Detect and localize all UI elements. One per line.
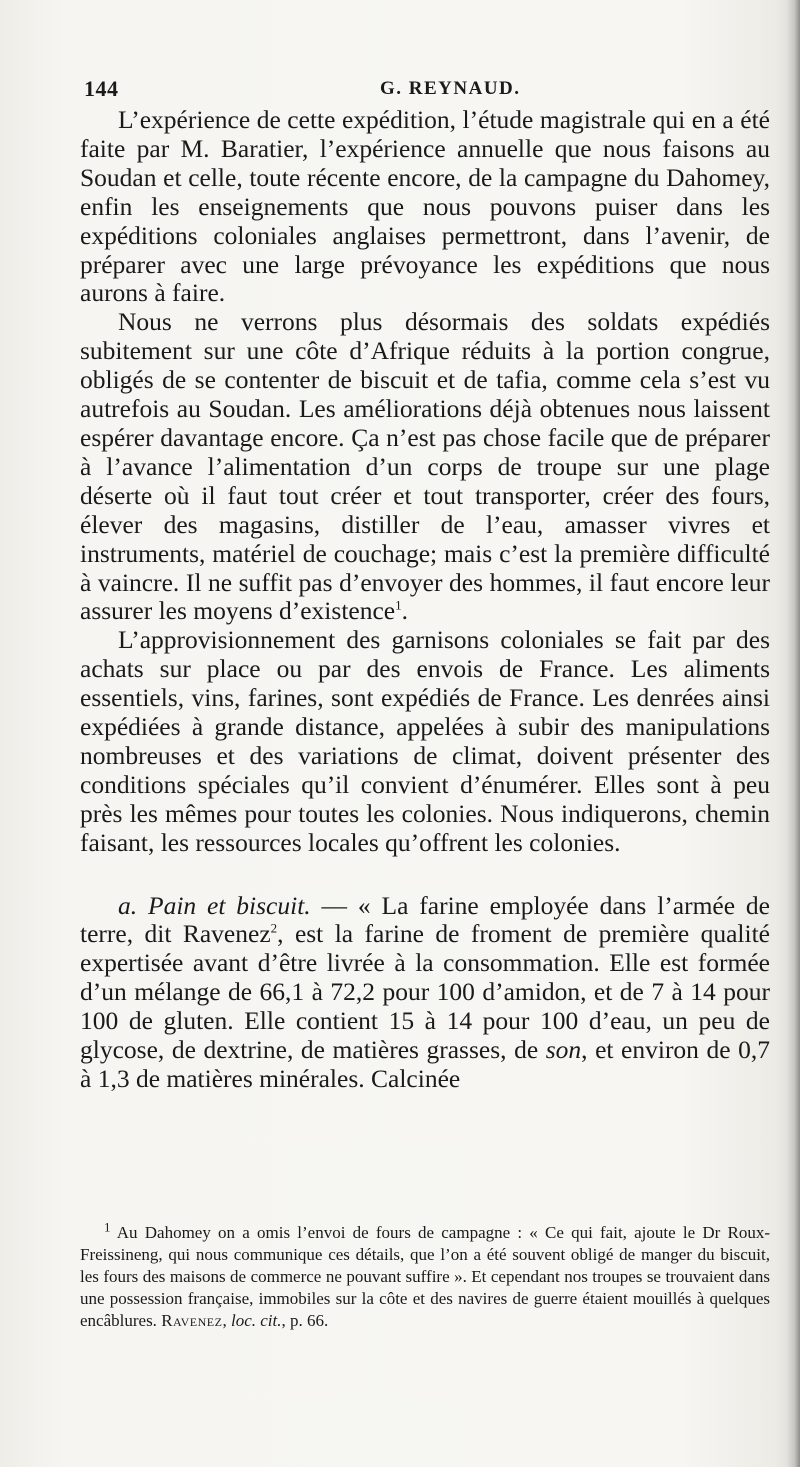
page-header: [84, 72, 784, 108]
footnote-author: Ravenez: [161, 1311, 223, 1330]
footnote-ref-2: 2: [270, 920, 278, 936]
footnote-1: $^1$ Au Dahomey on a omis l’envoi de fours de campagne : « Ce qui fait, ajoute le Dr Roux-Freissineng, qui nous communique ces détails, que l’on a été souvent obligé de manger du biscuit, les fours des maisons de commerce ne pouvant suffire ». Et cependant nos troupes se trouvaient dans une possession française, immobiles sur la côte et des navires de guerre étaient mouillés à quelques encâblures. Ravenez, loc. cit., p. 66.: [80, 1219, 770, 1330]
section-pain-et-biscuit: [80, 892, 770, 1094]
footnote-page: , p. 66.: [281, 1311, 329, 1330]
section-label: a. Pain et biscuit.: [118, 890, 311, 920]
running-title: G. REYNAUD.: [380, 78, 521, 99]
footnote-source: loc. cit.: [230, 1311, 282, 1330]
footnote-text: Au Dahomey on a omis l’envoi de fours de campagne : « Ce qui fait, ajoute le Dr Roux-Freissineng, qui nous communique ces détails, que l’on a été souvent obligé de manger du biscuit, les fours des maisons de commerce ne pouvant suffire ». Et cependant nos troupes se trouvaient dans une possession française, immobiles sur la côte et des navires de guerre étaient mouillés à quelques encâblures.: [80, 1223, 770, 1330]
footnote-marker: 1: [104, 1219, 111, 1235]
section-italic-word: son: [545, 1035, 582, 1065]
paragraph-3: L’approvisionnement des garnisons coloniales se fait par des achats sur place ou par des envois de France. Les aliments essentiels, vins, farines, sont expédiés de France. Les denrées ainsi expédiées à grande distance, appelées à subir des manipulations nombreuses et des variations de climat, doivent présenter des conditions spéciales qu’il convient d’énumérer. Elles sont à peu près les mêmes pour toutes les colonies. Nous indiquerons, chemin faisant, les ressources locales qu’offrent les colonies.: [80, 625, 770, 857]
section-text-c: , et environ de 0,7 à 1,3 de matières minérales. Calcinée: [80, 1035, 770, 1093]
paragraph-2-end: .: [401, 596, 408, 626]
paragraph-2: [80, 308, 770, 626]
page-edge-shadow: [786, 0, 800, 1467]
page-number: 144: [84, 76, 119, 101]
body-text: [80, 106, 770, 1094]
paragraph-1: L’expérience de cette expédition, l’étude magistrale qui en a été faite par M. Baratier, l’expérience annuelle que nous faisons au Soudan et celle, toute récente encore, de la campagne du Dahomey, enfin les enseignements que nous pouvons puiser dans les expéditions coloniales anglaises permettront, dans l’avenir, de préparer avec une large prévoyance les expéditions que nous aurons à faire.: [80, 105, 770, 308]
section-text-a: — « La farine employée dans l’armée de terre, dit Ravenez: [80, 890, 771, 949]
footnote-ref-1: 1: [395, 597, 402, 613]
section-text-b: , est la farine de froment de première qualité expertisée avant d’être livrée à la consommation. Elle est formée d’un mélange de 66,1 à 72,2 pour 100 d’amidon, et de 7 à 14 pour 100 de gluten. Elle contient 15 à 14 pour 100 d’eau, un peu de glycose, de dextrine, de matières grasses, de: [80, 919, 770, 1065]
paragraph-2-text: Nous ne verrons plus désormais des soldats expédiés subitement sur une côte d’Afrique réduits à la portion congrue, obligés de se contenter de biscuit et de tafia, comme cela s’est vu autrefois au Soudan. Les améliorations déjà obtenues nous laissent espérer davantage encore. Ça n’est pas chose facile que de préparer à l’avance l’alimentation d’un corps de troupe sur une plage déserte où il faut tout créer et tout transporter, créer des fours, élever des magasins, distiller de l’eau, amasser vivres et instruments, matériel de couchage; mais c’est la première difficulté à vaincre. Il ne suffit pas d’envoyer des hommes, il faut encore leur assurer les moyens d’existence: [80, 307, 770, 626]
footnotes: [80, 1219, 770, 1332]
